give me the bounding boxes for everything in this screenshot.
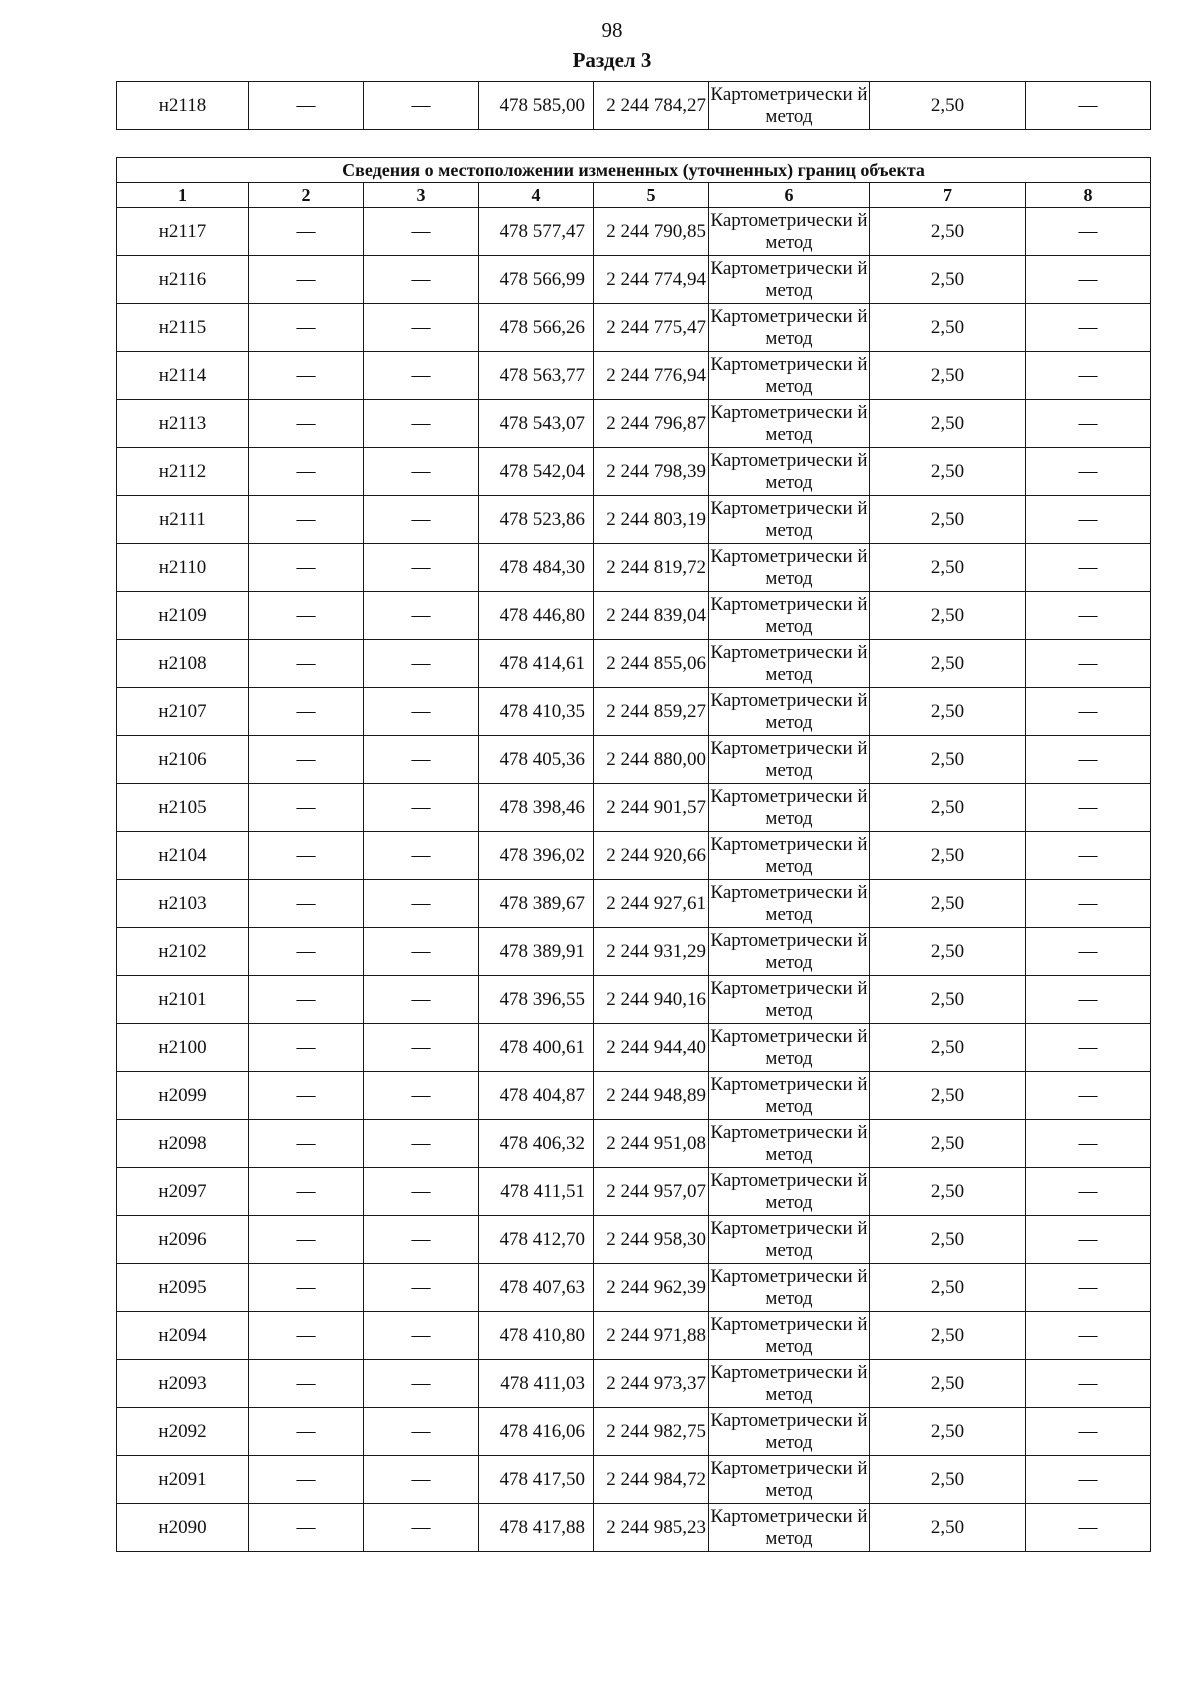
x-coordinate-cell: 478 411,03 [479,1360,594,1408]
table-row [117,640,1151,688]
col3-cell: — [364,784,479,832]
col3-cell: — [364,1024,479,1072]
method-cell: Картометрически й метод [709,1360,870,1408]
point-id-cell: н2102 [117,928,249,976]
y-coordinate-cell: 2 244 927,61 [594,880,709,928]
method-cell: Картометрически й метод [709,256,870,304]
col3-cell: — [364,448,479,496]
accuracy-cell: 2,50 [870,1360,1026,1408]
col2-cell: — [249,1024,364,1072]
col2-cell: — [249,1312,364,1360]
table-row [117,1504,1151,1552]
col2-cell: — [249,208,364,256]
col8-cell: — [1026,688,1151,736]
col2-cell: — [249,400,364,448]
method-cell: Картометрически й метод [709,304,870,352]
point-id-cell: н2114 [117,352,249,400]
table-row [117,880,1151,928]
continuation-table [116,81,1151,130]
col3-cell: — [364,1504,479,1552]
table-row [117,448,1151,496]
col2-cell: — [249,1216,364,1264]
col2-cell: — [249,448,364,496]
col8-cell: — [1026,1168,1151,1216]
col2-cell: — [249,496,364,544]
x-coordinate-cell: 478 407,63 [479,1264,594,1312]
col2-cell: — [249,1168,364,1216]
col2-cell: — [249,976,364,1024]
point-id-cell: н2116 [117,256,249,304]
accuracy-cell: 2,50 [870,1312,1026,1360]
col3-cell: — [364,256,479,304]
method-cell: Картометрически й метод [709,784,870,832]
y-coordinate-cell: 2 244 855,06 [594,640,709,688]
col3-cell: — [364,1312,479,1360]
col8-cell: — [1026,1120,1151,1168]
method-cell: Картометрически й метод [709,640,870,688]
accuracy-cell: 2,50 [870,208,1026,256]
col2-cell: — [249,256,364,304]
col3-cell: — [364,880,479,928]
y-coordinate-cell: 2 244 982,75 [594,1408,709,1456]
col2-cell: — [249,82,364,130]
col3-cell: — [364,1360,479,1408]
col8-cell: — [1026,208,1151,256]
point-id-cell: н2095 [117,1264,249,1312]
boundary-points-table [116,157,1151,1552]
col3-cell: — [364,1408,479,1456]
col2-cell: — [249,544,364,592]
col3-cell: — [364,352,479,400]
y-coordinate-cell: 2 244 803,19 [594,496,709,544]
accuracy-cell: 2,50 [870,640,1026,688]
col3-cell: — [364,1264,479,1312]
x-coordinate-cell: 478 543,07 [479,400,594,448]
method-cell: Картометрически й метод [709,1216,870,1264]
y-coordinate-cell: 2 244 819,72 [594,544,709,592]
col8-cell: — [1026,1024,1151,1072]
col3-cell: — [364,1120,479,1168]
column-number: 5 [594,183,709,208]
y-coordinate-cell: 2 244 940,16 [594,976,709,1024]
method-cell: Картометрически й метод [709,1504,870,1552]
accuracy-cell: 2,50 [870,496,1026,544]
point-id-cell: н2098 [117,1120,249,1168]
col2-cell: — [249,592,364,640]
col2-cell: — [249,1408,364,1456]
table-row [117,1072,1151,1120]
col3-cell: — [364,928,479,976]
col3-cell: — [364,304,479,352]
column-number: 6 [709,183,870,208]
table-row [117,736,1151,784]
col2-cell: — [249,1504,364,1552]
point-id-cell: н2113 [117,400,249,448]
col3-cell: — [364,1456,479,1504]
y-coordinate-cell: 2 244 774,94 [594,256,709,304]
point-id-cell: н2096 [117,1216,249,1264]
col2-cell: — [249,880,364,928]
col8-cell: — [1026,1360,1151,1408]
col2-cell: — [249,1360,364,1408]
point-id-cell: н2094 [117,1312,249,1360]
point-id-cell: н2090 [117,1504,249,1552]
table-row [117,1456,1151,1504]
table-row [117,352,1151,400]
column-number: 2 [249,183,364,208]
x-coordinate-cell: 478 577,47 [479,208,594,256]
col3-cell: — [364,688,479,736]
method-cell: Картометрически й метод [709,496,870,544]
y-coordinate-cell: 2 244 962,39 [594,1264,709,1312]
accuracy-cell: 2,50 [870,448,1026,496]
col8-cell: — [1026,82,1151,130]
accuracy-cell: 2,50 [870,1264,1026,1312]
table-row [117,784,1151,832]
method-cell: Картометрически й метод [709,208,870,256]
method-cell: Картометрически й метод [709,82,870,130]
col3-cell: — [364,82,479,130]
table-row [117,544,1151,592]
col3-cell: — [364,976,479,1024]
table-row [117,1408,1151,1456]
accuracy-cell: 2,50 [870,1216,1026,1264]
accuracy-cell: 2,50 [870,304,1026,352]
x-coordinate-cell: 478 523,86 [479,496,594,544]
point-id-cell: н2104 [117,832,249,880]
y-coordinate-cell: 2 244 859,27 [594,688,709,736]
col8-cell: — [1026,1408,1151,1456]
point-id-cell: н2109 [117,592,249,640]
accuracy-cell: 2,50 [870,544,1026,592]
point-id-cell: н2101 [117,976,249,1024]
method-cell: Картометрически й метод [709,1264,870,1312]
method-cell: Картометрически й метод [709,976,870,1024]
col3-cell: — [364,496,479,544]
x-coordinate-cell: 478 389,67 [479,880,594,928]
x-coordinate-cell: 478 389,91 [479,928,594,976]
col8-cell: — [1026,592,1151,640]
x-coordinate-cell: 478 405,36 [479,736,594,784]
col8-cell: — [1026,1264,1151,1312]
x-coordinate-cell: 478 566,99 [479,256,594,304]
point-id-cell: н2111 [117,496,249,544]
column-number: 3 [364,183,479,208]
accuracy-cell: 2,50 [870,976,1026,1024]
x-coordinate-cell: 478 400,61 [479,1024,594,1072]
table-row [117,592,1151,640]
table-row [117,832,1151,880]
col2-cell: — [249,1456,364,1504]
table-row [117,400,1151,448]
col8-cell: — [1026,544,1151,592]
col2-cell: — [249,1072,364,1120]
table-row [117,928,1151,976]
col2-cell: — [249,304,364,352]
accuracy-cell: 2,50 [870,688,1026,736]
column-number: 4 [479,183,594,208]
col8-cell: — [1026,880,1151,928]
accuracy-cell: 2,50 [870,928,1026,976]
y-coordinate-cell: 2 244 944,40 [594,1024,709,1072]
col8-cell: — [1026,448,1151,496]
col3-cell: — [364,736,479,784]
col3-cell: — [364,544,479,592]
x-coordinate-cell: 478 410,35 [479,688,594,736]
accuracy-cell: 2,50 [870,1024,1026,1072]
col2-cell: — [249,784,364,832]
accuracy-cell: 2,50 [870,1072,1026,1120]
x-coordinate-cell: 478 396,02 [479,832,594,880]
table-row [117,256,1151,304]
table-row [117,1216,1151,1264]
accuracy-cell: 2,50 [870,592,1026,640]
accuracy-cell: 2,50 [870,1168,1026,1216]
method-cell: Картометрически й метод [709,1024,870,1072]
table-row [117,304,1151,352]
method-cell: Картометрически й метод [709,928,870,976]
col8-cell: — [1026,928,1151,976]
y-coordinate-cell: 2 244 951,08 [594,1120,709,1168]
method-cell: Картометрически й метод [709,1312,870,1360]
point-id-cell: н2110 [117,544,249,592]
y-coordinate-cell: 2 244 948,89 [594,1072,709,1120]
method-cell: Картометрически й метод [709,544,870,592]
col2-cell: — [249,352,364,400]
accuracy-cell: 2,50 [870,1120,1026,1168]
x-coordinate-cell: 478 542,04 [479,448,594,496]
col3-cell: — [364,208,479,256]
x-coordinate-cell: 478 417,50 [479,1456,594,1504]
column-number: 8 [1026,183,1151,208]
y-coordinate-cell: 2 244 796,87 [594,400,709,448]
col2-cell: — [249,736,364,784]
table-row [117,208,1151,256]
method-cell: Картометрически й метод [709,592,870,640]
y-coordinate-cell: 2 244 958,30 [594,1216,709,1264]
col3-cell: — [364,1072,479,1120]
col3-cell: — [364,1168,479,1216]
col3-cell: — [364,640,479,688]
y-coordinate-cell: 2 244 784,27 [594,82,709,130]
col8-cell: — [1026,832,1151,880]
col2-cell: — [249,832,364,880]
col8-cell: — [1026,784,1151,832]
table-row [117,82,1151,130]
table-row [117,1360,1151,1408]
y-coordinate-cell: 2 244 920,66 [594,832,709,880]
point-id-cell: н2105 [117,784,249,832]
accuracy-cell: 2,50 [870,1504,1026,1552]
col8-cell: — [1026,640,1151,688]
y-coordinate-cell: 2 244 839,04 [594,592,709,640]
method-cell: Картометрически й метод [709,880,870,928]
column-number: 7 [870,183,1026,208]
point-id-cell: н2100 [117,1024,249,1072]
col8-cell: — [1026,1072,1151,1120]
x-coordinate-cell: 478 398,46 [479,784,594,832]
method-cell: Картометрически й метод [709,1120,870,1168]
x-coordinate-cell: 478 446,80 [479,592,594,640]
y-coordinate-cell: 2 244 957,07 [594,1168,709,1216]
accuracy-cell: 2,50 [870,1408,1026,1456]
col8-cell: — [1026,736,1151,784]
col8-cell: — [1026,1504,1151,1552]
x-coordinate-cell: 478 414,61 [479,640,594,688]
point-id-cell: н2115 [117,304,249,352]
point-id-cell: н2103 [117,880,249,928]
method-cell: Картометрически й метод [709,448,870,496]
accuracy-cell: 2,50 [870,736,1026,784]
x-coordinate-cell: 478 411,51 [479,1168,594,1216]
point-id-cell: н2107 [117,688,249,736]
accuracy-cell: 2,50 [870,1456,1026,1504]
table-row [117,976,1151,1024]
point-id-cell: н2108 [117,640,249,688]
y-coordinate-cell: 2 244 776,94 [594,352,709,400]
x-coordinate-cell: 478 417,88 [479,1504,594,1552]
y-coordinate-cell: 2 244 880,00 [594,736,709,784]
point-id-cell: н2099 [117,1072,249,1120]
point-id-cell: н2091 [117,1456,249,1504]
page-number: 98 [601,18,623,42]
x-coordinate-cell: 478 566,26 [479,304,594,352]
accuracy-cell: 2,50 [870,880,1026,928]
method-cell: Картометрически й метод [709,736,870,784]
y-coordinate-cell: 2 244 973,37 [594,1360,709,1408]
x-coordinate-cell: 478 410,80 [479,1312,594,1360]
y-coordinate-cell: 2 244 984,72 [594,1456,709,1504]
col3-cell: — [364,400,479,448]
table-row [117,688,1151,736]
point-id-cell: н2117 [117,208,249,256]
table-row [117,1120,1151,1168]
table-row [117,1168,1151,1216]
col8-cell: — [1026,1312,1151,1360]
table-caption: Сведения о местоположении измененных (уточненных) границ объекта [117,158,1151,183]
point-id-cell: н2097 [117,1168,249,1216]
point-id-cell: н2106 [117,736,249,784]
col8-cell: — [1026,1216,1151,1264]
accuracy-cell: 2,50 [870,784,1026,832]
method-cell: Картометрически й метод [709,1168,870,1216]
accuracy-cell: 2,50 [870,832,1026,880]
x-coordinate-cell: 478 416,06 [479,1408,594,1456]
y-coordinate-cell: 2 244 901,57 [594,784,709,832]
method-cell: Картометрически й метод [709,1408,870,1456]
point-id-cell: н2118 [117,82,249,130]
col8-cell: — [1026,352,1151,400]
y-coordinate-cell: 2 244 985,23 [594,1504,709,1552]
col8-cell: — [1026,400,1151,448]
x-coordinate-cell: 478 484,30 [479,544,594,592]
x-coordinate-cell: 478 406,32 [479,1120,594,1168]
col8-cell: — [1026,1456,1151,1504]
col3-cell: — [364,1216,479,1264]
x-coordinate-cell: 478 412,70 [479,1216,594,1264]
col8-cell: — [1026,256,1151,304]
table-row [117,1024,1151,1072]
col2-cell: — [249,688,364,736]
y-coordinate-cell: 2 244 775,47 [594,304,709,352]
method-cell: Картометрически й метод [709,1072,870,1120]
table-row [117,1264,1151,1312]
method-cell: Картометрически й метод [709,688,870,736]
method-cell: Картометрически й метод [709,400,870,448]
y-coordinate-cell: 2 244 790,85 [594,208,709,256]
y-coordinate-cell: 2 244 971,88 [594,1312,709,1360]
col3-cell: — [364,832,479,880]
point-id-cell: н2092 [117,1408,249,1456]
col8-cell: — [1026,304,1151,352]
x-coordinate-cell: 478 404,87 [479,1072,594,1120]
col3-cell: — [364,592,479,640]
col8-cell: — [1026,496,1151,544]
col2-cell: — [249,1264,364,1312]
x-coordinate-cell: 478 396,55 [479,976,594,1024]
accuracy-cell: 2,50 [870,256,1026,304]
col2-cell: — [249,640,364,688]
method-cell: Картометрически й метод [709,832,870,880]
col8-cell: — [1026,976,1151,1024]
point-id-cell: н2112 [117,448,249,496]
y-coordinate-cell: 2 244 798,39 [594,448,709,496]
col2-cell: — [249,928,364,976]
section-title: Раздел 3 [572,48,652,72]
accuracy-cell: 2,50 [870,400,1026,448]
table-row [117,1312,1151,1360]
point-id-cell: н2093 [117,1360,249,1408]
table-row [117,496,1151,544]
x-coordinate-cell: 478 563,77 [479,352,594,400]
x-coordinate-cell: 478 585,00 [479,82,594,130]
y-coordinate-cell: 2 244 931,29 [594,928,709,976]
col2-cell: — [249,1120,364,1168]
method-cell: Картометрически й метод [709,1456,870,1504]
accuracy-cell: 2,50 [870,82,1026,130]
column-number: 1 [117,183,249,208]
accuracy-cell: 2,50 [870,352,1026,400]
method-cell: Картометрически й метод [709,352,870,400]
